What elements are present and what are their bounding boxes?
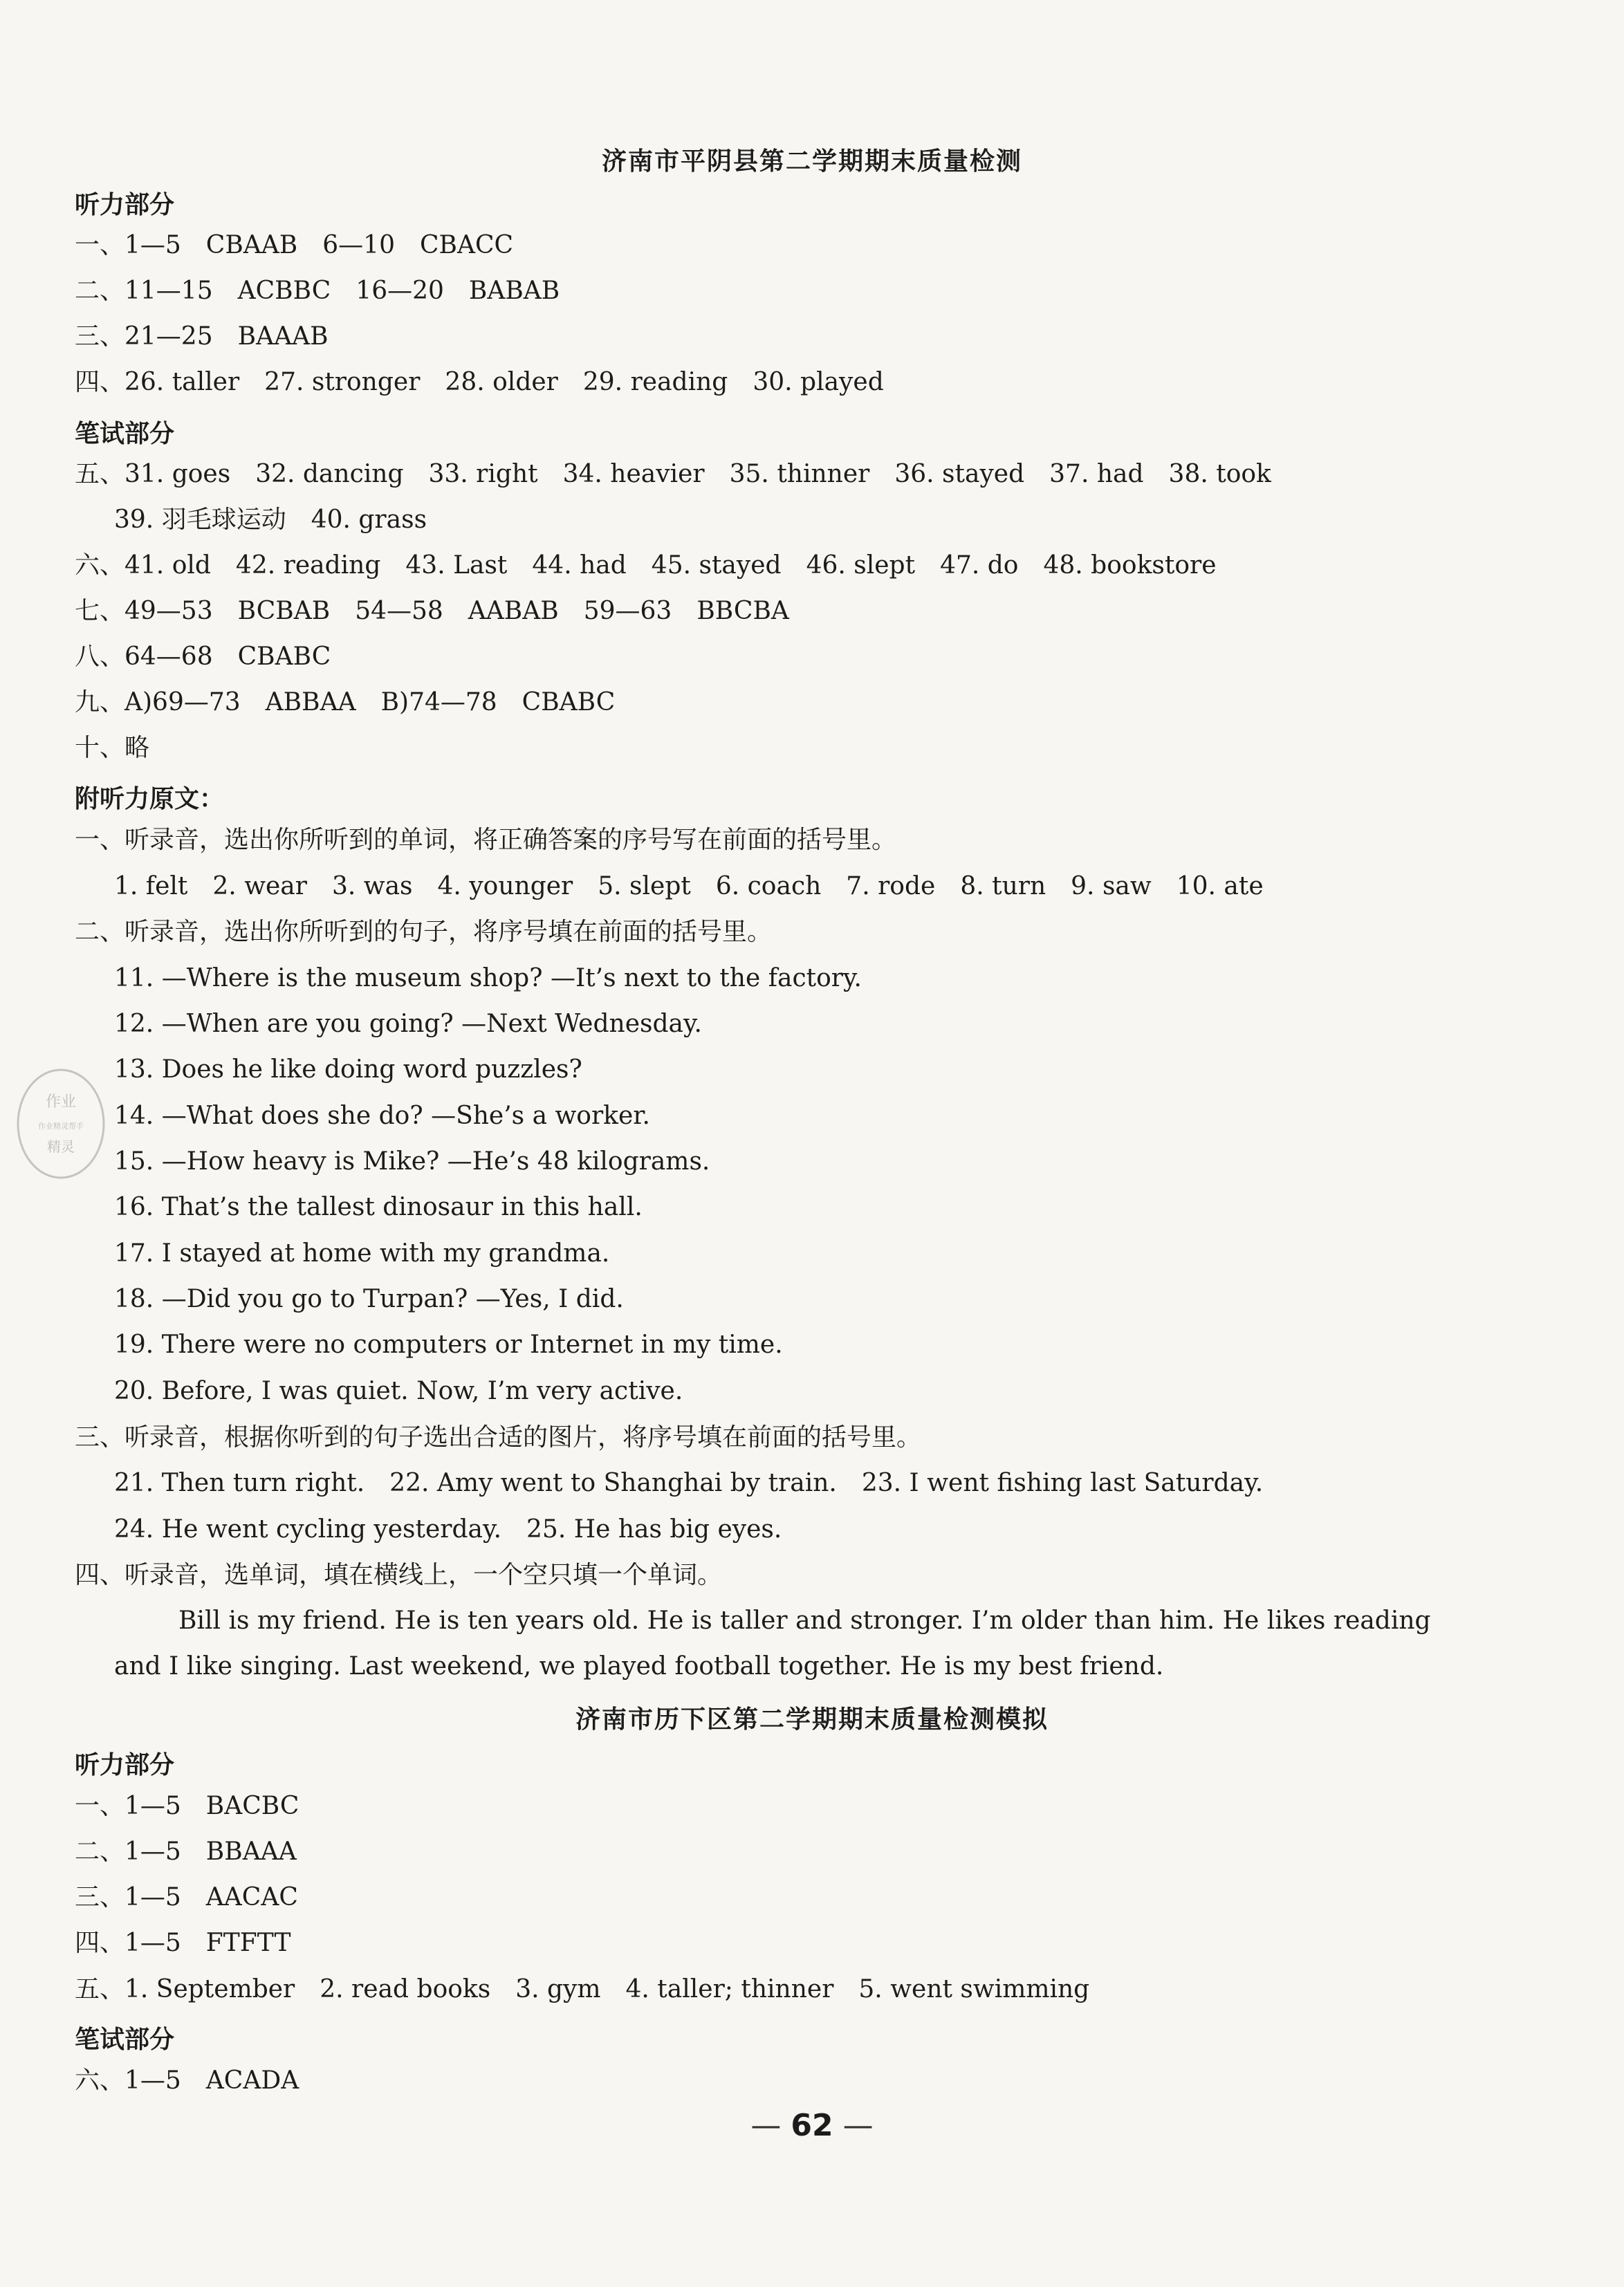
listening-heading: 听力部分 [75,191,175,219]
answer-line: 七、49—53 BCBAB 54—58 AABAB 59—63 BBCBA [75,597,789,625]
transcript-paragraph: Bill is my friend. He is ten years old. He is taller and stronger. I’m older than him. He likes reading [178,1607,1431,1635]
answer-line: 六、41. old 42. reading 43. Last 44. had 45. stayed 46. slept 47. do 48. bookstore [75,551,1217,580]
answer-line: 一、1—5 CBAAB 6—10 CBACC [75,231,514,259]
page-number-dash-right: — [833,2108,874,2143]
transcript-line: 11. —Where is the museum shop? —It’s next to the factory. [114,964,862,992]
transcript-instruction: 一、听录音，选出你所听到的单词，将正确答案的序号写在前面的括号里。 [75,826,897,854]
transcript-paragraph: and I like singing. Last weekend, we played football together. He is my best friend. [114,1652,1164,1680]
svg-text:作业: 作业 [45,1093,77,1111]
answer-line: 三、1—5 AACAC [75,1883,298,1911]
writing-heading: 笔试部分 [75,2026,175,2054]
transcript-line: 17. I stayed at home with my grandma. [114,1239,610,1268]
answer-line: 九、A)69—73 ABBAA B)74—78 CBABC [75,688,616,716]
section-title-pingyin: 济南市平阴县第二学期期末质量检测 [601,147,1022,176]
page-number-dash-left: — [750,2108,791,2143]
watermark-stamp-icon [12,1065,109,1183]
transcript-instruction: 二、听录音，选出你所听到的句子，将序号填在前面的括号里。 [75,918,773,946]
transcript-line: 12. —When are you going? —Next Wednesday. [114,1010,702,1038]
page-number-value: 62 [791,2108,833,2143]
transcript-instruction: 四、听录音，选单词，填在横线上，一个空只填一个单词。 [75,1561,723,1589]
answer-line: 十、略 [75,734,150,762]
svg-text:精灵: 精灵 [47,1138,75,1155]
transcript-line: 14. —What does she do? —She’s a worker. [114,1102,651,1130]
transcript-line: 21. Then turn right. 22. Amy went to Shanghai by train. 23. I went fishing last Saturday. [114,1469,1264,1497]
answer-line: 五、1. September 2. read books 3. gym 4. taller; thinner 5. went swimming [75,1975,1090,2003]
section-title-lixia: 济南市历下区第二学期期末质量检测模拟 [575,1705,1049,1734]
answer-line: 四、26. taller 27. stronger 28. older 29. reading 30. played [75,368,884,396]
transcript-line: 18. —Did you go to Turpan? —Yes, I did. [114,1285,624,1313]
answer-line: 一、1—5 BACBC [75,1792,299,1820]
writing-heading: 笔试部分 [75,420,175,448]
listening-heading: 听力部分 [75,1751,175,1779]
transcript-line: 24. He went cycling yesterday. 25. He has big eyes. [114,1515,782,1544]
answer-line: 二、1—5 BBAAA [75,1837,297,1866]
appendix-heading: 附听力原文： [75,785,225,813]
svg-text:作业精灵帮手: 作业精灵帮手 [38,1122,84,1131]
transcript-line: 15. —How heavy is Mike? —He’s 48 kilograms. [114,1147,710,1176]
answer-line: 五、31. goes 32. dancing 33. right 34. heavier 35. thinner 36. stayed 37. had 38. took [75,460,1271,488]
transcript-line: 13. Does he like doing word puzzles? [114,1055,582,1084]
answer-line: 八、64—68 CBABC [75,642,331,671]
transcript-line: 20. Before, I was quiet. Now, I’m very active. [114,1377,683,1405]
answer-line: 39. 羽毛球运动 40. grass [114,506,427,534]
answer-line: 六、1—5 ACADA [75,2066,299,2095]
transcript-line: 16. That’s the tallest dinosaur in this hall. [114,1193,643,1221]
page-number [0,2108,1624,2143]
transcript-line: 1. felt 2. wear 3. was 4. younger 5. slept 6. coach 7. rode 8. turn 9. saw 10. ate [114,872,1264,900]
transcript-line: 19. There were no computers or Internet in my time. [114,1331,783,1359]
transcript-instruction: 三、听录音，根据你听到的句子选出合适的图片，将序号填在前面的括号里。 [75,1423,922,1452]
answer-line: 四、1—5 FTFTT [75,1929,291,1957]
answer-line: 三、21—25 BAAAB [75,322,329,351]
answer-line: 二、11—15 ACBBC 16—20 BABAB [75,277,560,305]
